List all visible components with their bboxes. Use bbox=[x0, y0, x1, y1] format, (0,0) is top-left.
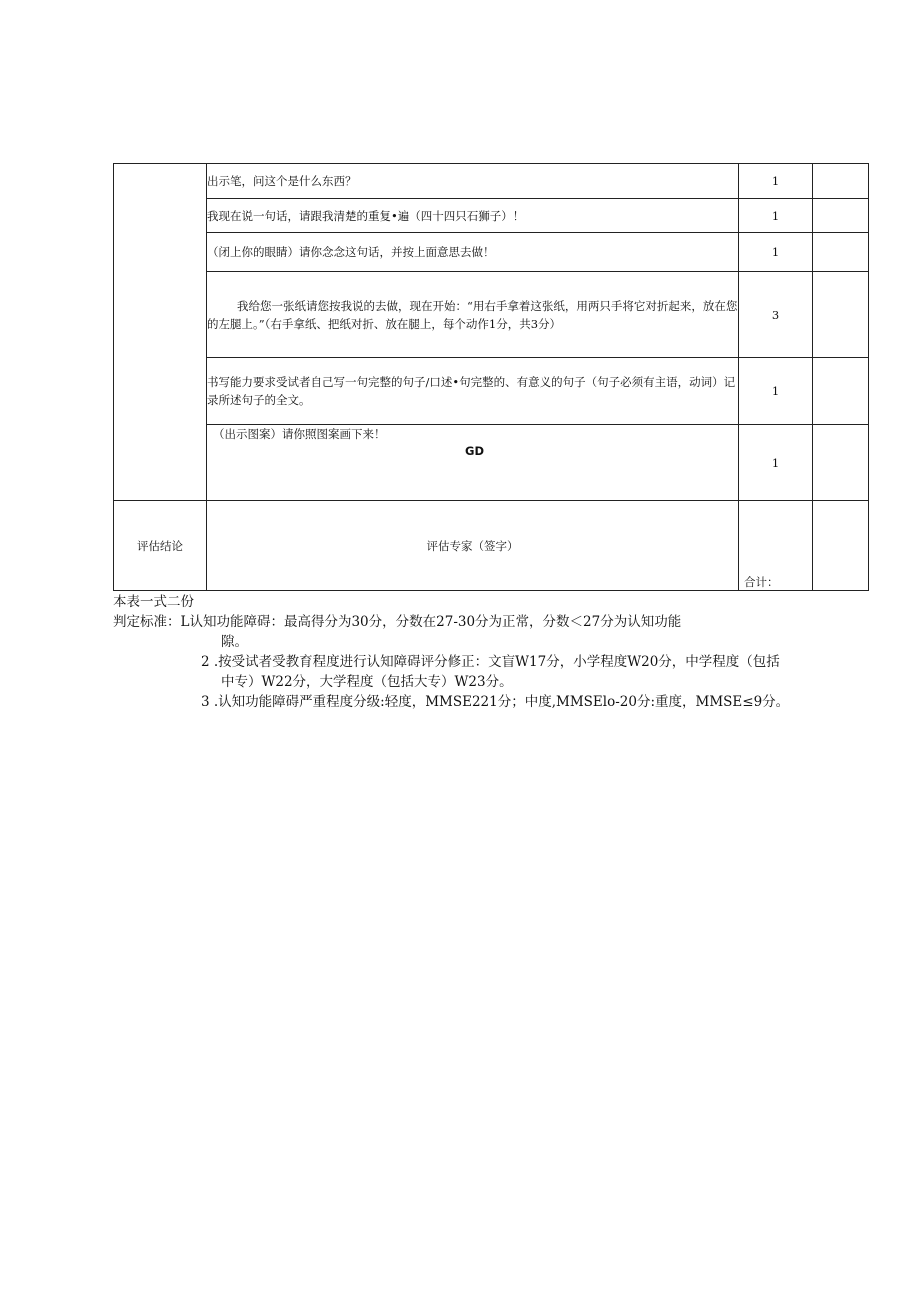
actual-score-cell bbox=[813, 164, 869, 199]
category-cell bbox=[114, 164, 207, 501]
item-cell bbox=[207, 425, 739, 501]
item-text: 我给您一张纸请您按我说的去做，现在开始：“用右手拿着这张纸，用两只手将它对折起来，放在您的左腿上。”（右手拿纸、把纸对折、放在腿上，每个动作1分，共3分） bbox=[207, 272, 739, 358]
notes bbox=[113, 592, 883, 712]
criteria-2-cont: 中专）W22分，大学程度（包括大专）W23分。 bbox=[221, 674, 513, 690]
max-score: 1 bbox=[739, 425, 813, 501]
assessment-table bbox=[113, 163, 869, 591]
table-row bbox=[114, 358, 869, 425]
table-row bbox=[114, 425, 869, 501]
max-score: 1 bbox=[739, 233, 813, 272]
actual-score-cell bbox=[813, 199, 869, 233]
item-text: 书写能力要求受试者自己写一句完整的句子/口述•句完整的、有意义的句子（句子必须有主语，动词）记录所述句子的全文。 bbox=[207, 358, 739, 425]
total-cell bbox=[739, 501, 813, 591]
conclusion-label: 评估结论 bbox=[114, 501, 207, 591]
table-row bbox=[114, 272, 869, 358]
max-score: 1 bbox=[739, 199, 813, 233]
criteria-2: 2 .按受试者受教育程度进行认知障碍评分修正：文盲W17分，小学程度W20分，中学程度（包括 bbox=[201, 654, 780, 670]
max-score: 3 bbox=[739, 272, 813, 358]
actual-score-cell bbox=[813, 272, 869, 358]
criteria-1-cont: 隙。 bbox=[221, 634, 248, 650]
actual-score-cell bbox=[813, 358, 869, 425]
actual-score-cell bbox=[813, 425, 869, 501]
signature-label: 评估专家（签字） bbox=[207, 501, 739, 591]
total-label: 合计： bbox=[744, 575, 779, 589]
table-row bbox=[114, 199, 869, 233]
item-text: 出示笔，问这个是什么东西？ bbox=[207, 164, 739, 199]
conclusion-row bbox=[114, 501, 869, 591]
max-score: 1 bbox=[739, 358, 813, 425]
max-score: 1 bbox=[739, 164, 813, 199]
criteria-3: 3 .认知功能障碍严重程度分级:轻度，MMSE221分；中度,MMSElo-20分:重度，MMSE≤9分。 bbox=[201, 694, 790, 710]
table-row bbox=[114, 233, 869, 272]
item-text: （出示图案）请你照图案画下来！ bbox=[213, 427, 386, 441]
item-text: （闭上你的眼睛）请你念念这句话，并按上面意思去做！ bbox=[207, 233, 739, 272]
table-row bbox=[114, 164, 869, 199]
total-value-cell bbox=[813, 501, 869, 591]
item-text: 我现在说一句话，请跟我清楚的重复•遍（四十四只石狮子）！ bbox=[207, 199, 739, 233]
copies-note: 本表一式二份 bbox=[113, 594, 194, 610]
figure-sample: GD bbox=[465, 444, 484, 458]
actual-score-cell bbox=[813, 233, 869, 272]
criteria-1: 判定标准：L认知功能障碍：最高得分为30分，分数在27-30分为正常，分数＜27分为认知功能 bbox=[113, 614, 682, 630]
